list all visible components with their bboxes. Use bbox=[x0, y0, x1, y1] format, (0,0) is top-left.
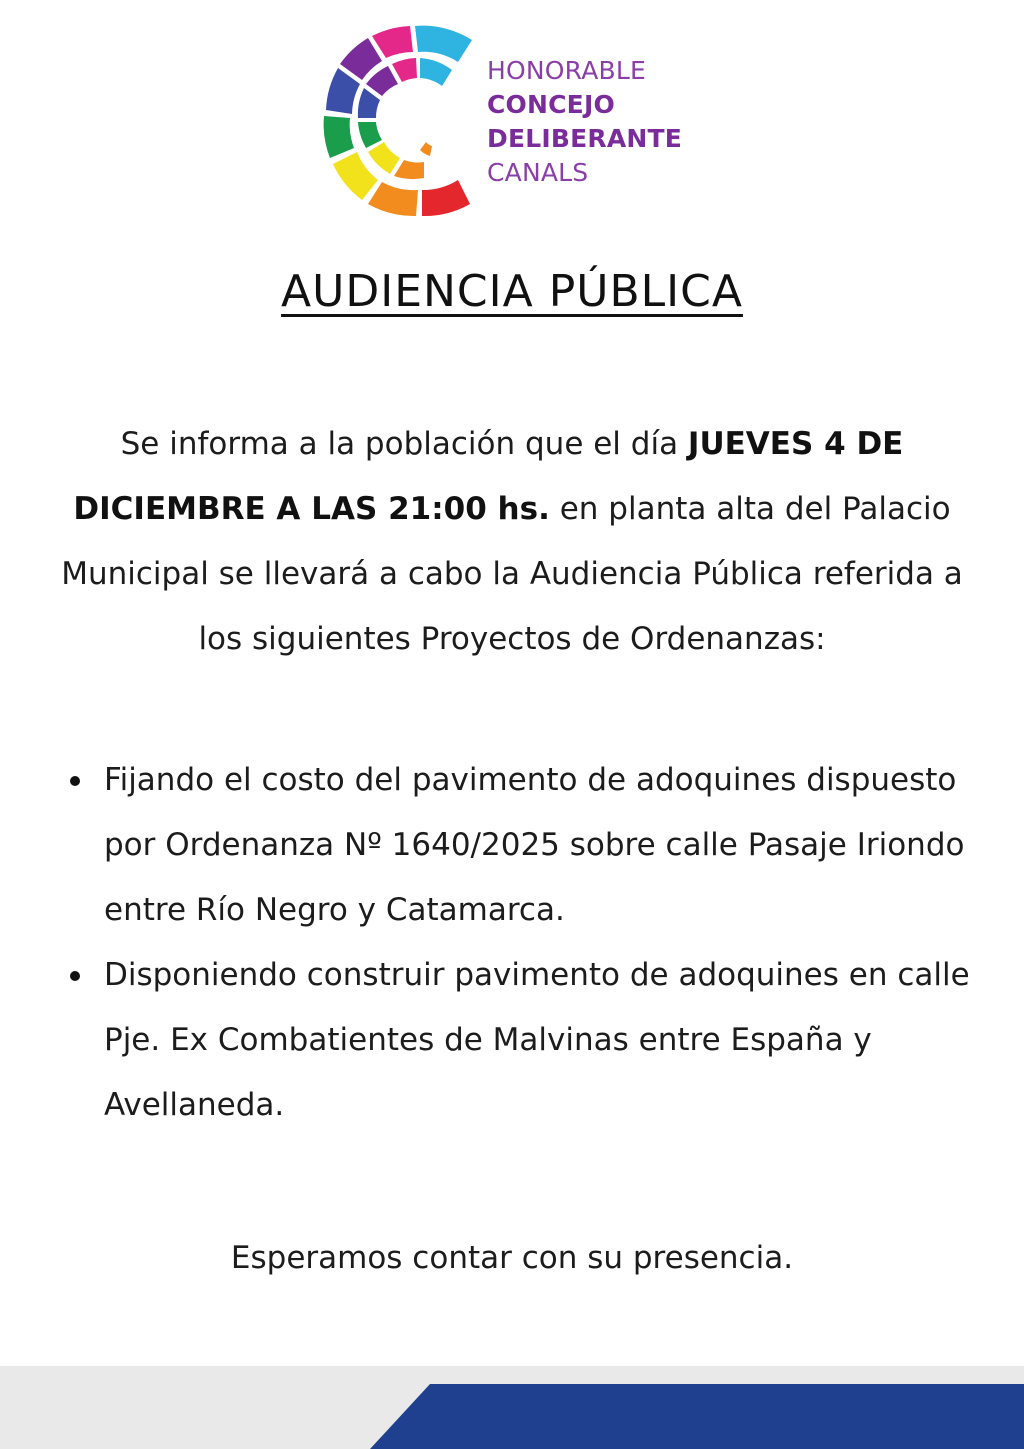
intro-date-highlight: JUEVES 4 DE DICIEMBRE A LAS 21:00 hs. bbox=[73, 426, 904, 527]
closing-text: Esperamos contar con su presencia. bbox=[230, 1240, 794, 1276]
list-item bbox=[62, 943, 982, 1138]
logo-text-line4: CANALS bbox=[487, 158, 589, 187]
logo-text-line1: HONORABLE bbox=[487, 56, 646, 85]
logo-text-line3: DELIBERANTE bbox=[487, 124, 683, 153]
page-title-text: AUDIENCIA PÚBLICA bbox=[281, 266, 743, 317]
ordinance-list bbox=[62, 748, 982, 1138]
page-title bbox=[0, 266, 1024, 317]
intro-paragraph bbox=[40, 412, 984, 672]
list-item-text: Fijando el costo del pavimento de adoquines dispuesto por Ordenanza Nº 1640/2025 sobre calle Pasaje Iriondo entre Río Negro y Catamarca. bbox=[104, 762, 965, 928]
bullet-icon bbox=[70, 776, 80, 786]
footer-stripe bbox=[0, 1366, 1024, 1449]
intro-text-start: Se informa a la población que el día bbox=[120, 426, 688, 462]
list-item bbox=[62, 748, 982, 943]
bullet-icon bbox=[70, 971, 80, 981]
council-logo bbox=[320, 18, 720, 228]
logo-text-line2: CONCEJO bbox=[487, 90, 615, 119]
intro-text-end: en planta alta del Palacio Municipal se llevará a cabo la Audiencia Pública referida a los siguientes Proyectos de Ordenanzas: bbox=[61, 491, 963, 657]
council-logo-icon bbox=[320, 18, 480, 228]
list-item-text: Disponiendo construir pavimento de adoquines en calle Pje. Ex Combatientes de Malvinas entre España y Avellaneda. bbox=[104, 957, 970, 1123]
